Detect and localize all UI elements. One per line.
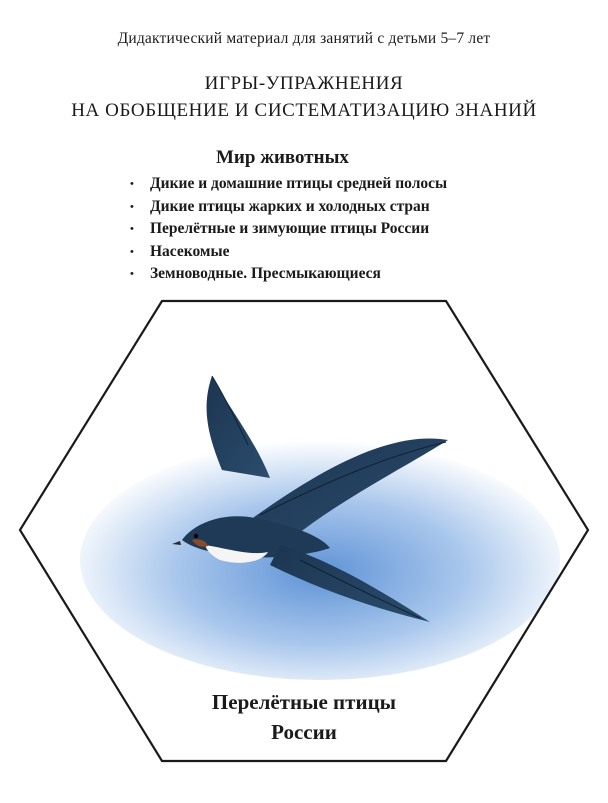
cover-caption-line-2: России	[271, 720, 337, 744]
bullet-icon: •	[130, 268, 134, 280]
book-title-line-2: НА ОБОБЩЕНИЕ И СИСТЕМАТИЗАЦИЮ ЗНАНИЙ	[71, 100, 537, 121]
list-item-label: Земноводные. Пресмыкающиеся	[150, 265, 381, 282]
book-title-line-1: ИГРЫ-УПРАЖНЕНИЯ	[204, 73, 404, 94]
list-item-label: Дикие и домашние птицы средней полосы	[150, 175, 448, 192]
series-subtitle: Дидактический материал для занятий с детьми 5–7 лет	[117, 30, 491, 47]
series-heading: Мир животных	[216, 147, 349, 168]
list-item-label: Дикие птицы жарких и холодных стран	[150, 197, 430, 215]
bullet-icon: •	[130, 178, 134, 190]
cover-caption	[0, 687, 608, 747]
bullet-icon: •	[130, 200, 134, 213]
list-item-label: Перелётные и зимующие птицы России	[150, 220, 430, 237]
bullet-icon: •	[130, 245, 134, 258]
bullet-icon: •	[130, 223, 134, 235]
list-item-label: Насекомые	[150, 242, 230, 260]
cover-caption-line-1: Перелётные птицы	[211, 690, 397, 714]
